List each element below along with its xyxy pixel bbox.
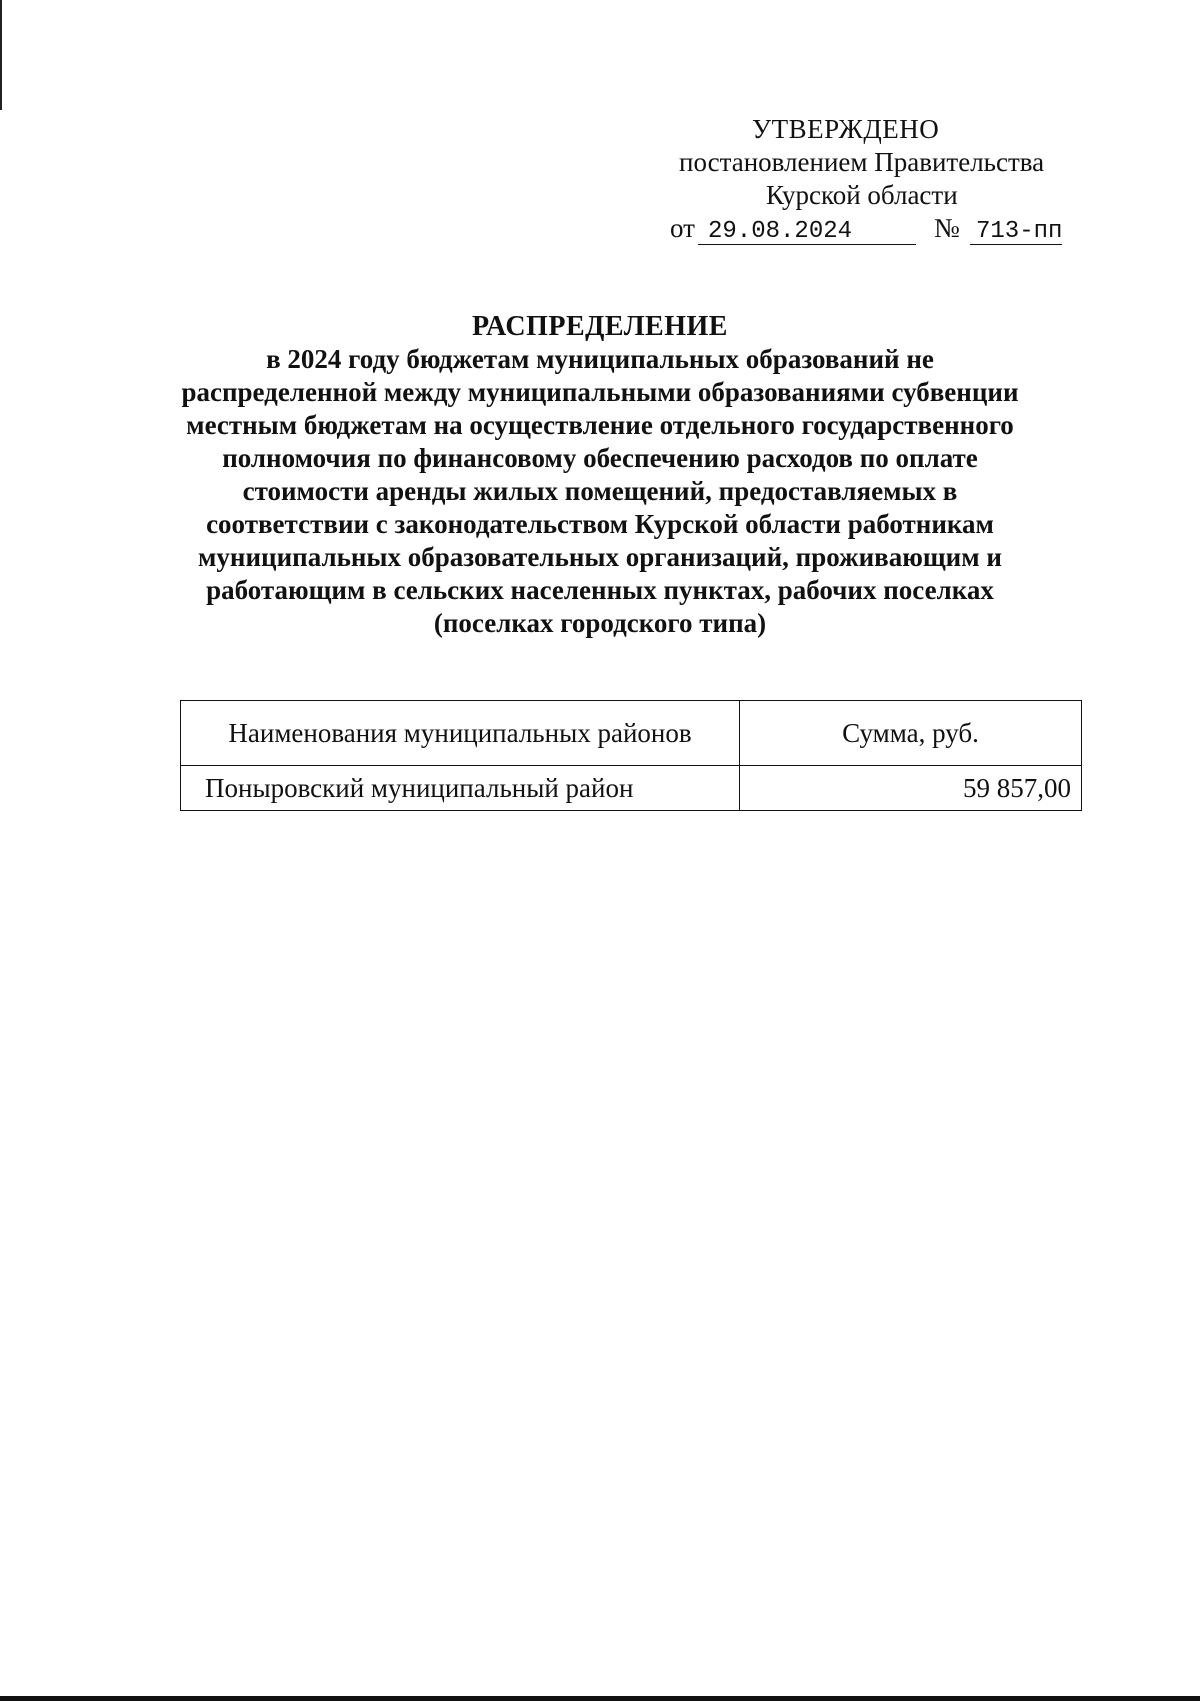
distribution-table: [180, 700, 1082, 811]
date-prefix: от: [670, 213, 695, 243]
column-header-sum: Сумма, руб.: [740, 701, 1082, 766]
document-subtitle: в 2024 году бюджетам муниципальных образований не распределенной между муниципальными образованиями субвенции местным бюджетам на осуществление отдельного государственного полномочия по финансовому обеспечению расходов по оплате стоимости аренды жилых помещений, предоставляемых в соответствии с законодательством Курской области работникам муниципальных образовательных организаций, проживающим и работающим в сельских населенных пунктах, рабочих поселках (поселках городского типа): [181, 344, 1019, 638]
approval-number: 713-пп: [970, 215, 1062, 245]
approval-block: [640, 113, 1080, 252]
approval-date: 29.08.2024: [698, 215, 916, 245]
column-header-name: Наименования муниципальных районов: [181, 701, 740, 766]
cell-amount: 59 857,00: [740, 766, 1082, 811]
table-row: [181, 766, 1082, 811]
approval-stamp: УТВЕРЖДЕНО: [752, 114, 940, 144]
number-prefix: №: [934, 213, 960, 243]
approval-line-region: Курской области: [766, 180, 958, 210]
table-header-row: [181, 701, 1082, 766]
document-heading: РАСПРЕДЕЛЕНИЕ: [472, 311, 728, 342]
scan-edge-bottom: [0, 1696, 1200, 1701]
document-title-block: [180, 310, 1020, 640]
scan-edge-left: [0, 0, 2, 110]
cell-district-name: Поныровский муниципальный район: [181, 766, 740, 811]
approval-date-line: [640, 212, 1080, 252]
approval-line-government: постановлением Правительства: [679, 147, 1045, 177]
